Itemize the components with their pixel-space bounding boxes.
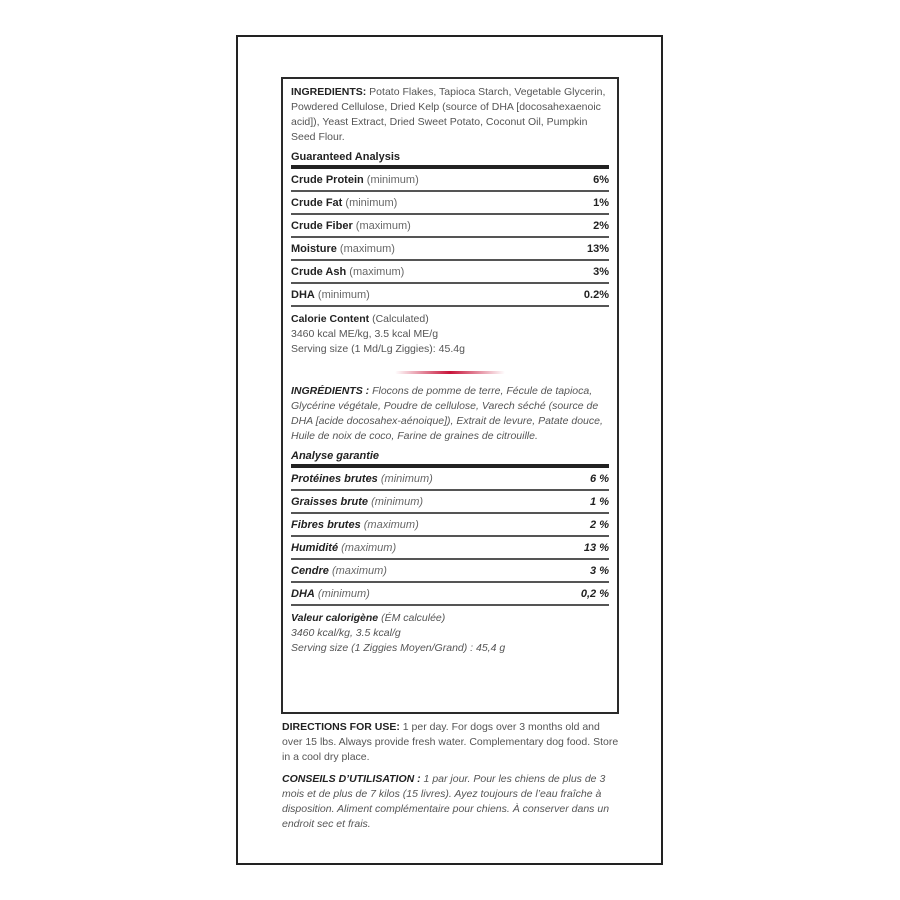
directions-text-fr: 1 par jour. Pour les chiens de plus de 3 mois et de plus de 7 kilos (15 livres). Ayez toujours de l’eau fraîche à disposition. Aliment complémentaire pour chiens. À conserver dans un endroit sec et frais. [282,773,610,830]
analysis-title-en: Guaranteed Analysis [291,151,609,169]
directions-heading-en: DIRECTIONS FOR USE: [282,721,400,733]
ingredients-text-fr: Flocons de pomme de terre, Fécule de tapioca, Glycérine végétale, Poudre de cellulose, Varech séché (source de DHA [acide docosahex-aénoique]), Extrait de levure, Patate douce, Huile de noix de coco, Farine de graines de citrouille. [291,385,603,442]
calorie-content-fr [291,611,609,656]
nutrient-qualifier: (minimum) [314,288,370,301]
analysis-row [291,537,609,560]
nutrient-name: Cendre [291,564,329,577]
ingredients-fr [291,384,609,444]
directions-en [282,720,622,765]
nutrient-qualifier: (minimum) [368,495,424,508]
calorie-qualifier: (Calculated) [369,313,429,325]
nutrient-qualifier: (maximum) [336,242,395,255]
red-divider [395,371,505,374]
nutrient-value: 6% [593,173,609,186]
nutrient-value: 1% [593,196,609,209]
nutrient-qualifier: (minimum) [377,472,433,485]
analysis-row [291,261,609,284]
calorie-content-en [291,312,609,357]
nutrient-qualifier: (minimum) [342,196,398,209]
nutrient-qualifier: (maximum) [338,541,397,554]
nutrient-qualifier: (minimum) [363,173,419,186]
nutrient-qualifier: (minimum) [314,587,370,600]
serving-size: Serving size (1 Md/Lg Ziggies): 45.4g [291,343,465,355]
analysis-row [291,583,609,606]
nutrient-name: Crude Fiber [291,219,353,232]
nutrient-name: Crude Ash [291,265,347,278]
analysis-row [291,169,609,192]
nutrient-value: 2% [593,219,609,232]
directions-fr [282,772,622,832]
nutrient-value: 13% [586,242,609,255]
ingredients-en [291,85,609,145]
analysis-row [291,514,609,537]
analysis-title-fr: Analyse garantie [291,450,609,468]
nutrient-qualifier: (maximum) [360,518,419,531]
analysis-row [291,238,609,261]
analysis-row [291,491,609,514]
serving-size: Serving size (1 Ziggies Moyen/Grand) : 45,4 g [291,642,506,654]
nutrient-qualifier: (maximum) [352,219,411,232]
ingredients-heading-en: INGREDIENTS: [291,86,367,98]
nutrient-name: Humidité [291,541,339,554]
analysis-row [291,215,609,238]
nutrient-value: 0.2% [583,288,609,301]
analysis-row [291,284,609,307]
nutrient-value: 13 % [583,541,609,554]
nutrient-value: 3 % [590,564,609,577]
analysis-row [291,192,609,215]
calorie-values: 3460 kcal ME/kg, 3.5 kcal ME/g [291,328,439,340]
nutrient-name: Crude Protein [291,173,364,186]
nutrient-name: Crude Fat [291,196,343,209]
nutrient-name: Protéines brutes [291,472,378,485]
french-section [291,384,609,656]
directions-section [282,720,622,839]
analysis-table-fr [291,468,609,606]
nutrient-value: 6 % [590,472,609,485]
directions-text-en: 1 per day. For dogs over 3 months old and over 15 lbs. Always provide fresh water. Complementary dog food. Store in a cool dry place. [282,721,619,763]
nutrient-qualifier: (maximum) [328,564,387,577]
nutrition-panel [281,77,619,714]
calorie-heading: Valeur calorigène [291,612,379,624]
directions-heading-fr: CONSEILS D’UTILISATION : [282,773,421,785]
calorie-values: 3460 kcal/kg, 3.5 kcal/g [291,627,401,639]
ingredients-text-en: Potato Flakes, Tapioca Starch, Vegetable Glycerin, Powdered Cellulose, Dried Kelp (source of DHA [docosahexaenoic acid]), Yeast Extract, Dried Sweet Potato, Coconut Oil, Pumpkin Seed Flour. [291,86,606,143]
calorie-heading: Calorie Content [291,313,370,325]
nutrient-value: 3% [593,265,609,278]
calorie-qualifier: (ÉM calculée) [378,612,446,624]
nutrient-value: 1 % [590,495,609,508]
nutrient-name: DHA [291,288,315,301]
analysis-table-en [291,169,609,307]
nutrient-name: Graisses brute [291,495,369,508]
nutrient-qualifier: (maximum) [346,265,405,278]
nutrient-value: 0,2 % [580,587,609,600]
nutrient-name: DHA [291,587,315,600]
analysis-row [291,468,609,491]
nutrient-value: 2 % [590,518,609,531]
nutrient-name: Moisture [291,242,337,255]
analysis-row [291,560,609,583]
ingredients-heading-fr: INGRÉDIENTS : [291,385,370,397]
nutrient-name: Fibres brutes [291,518,361,531]
